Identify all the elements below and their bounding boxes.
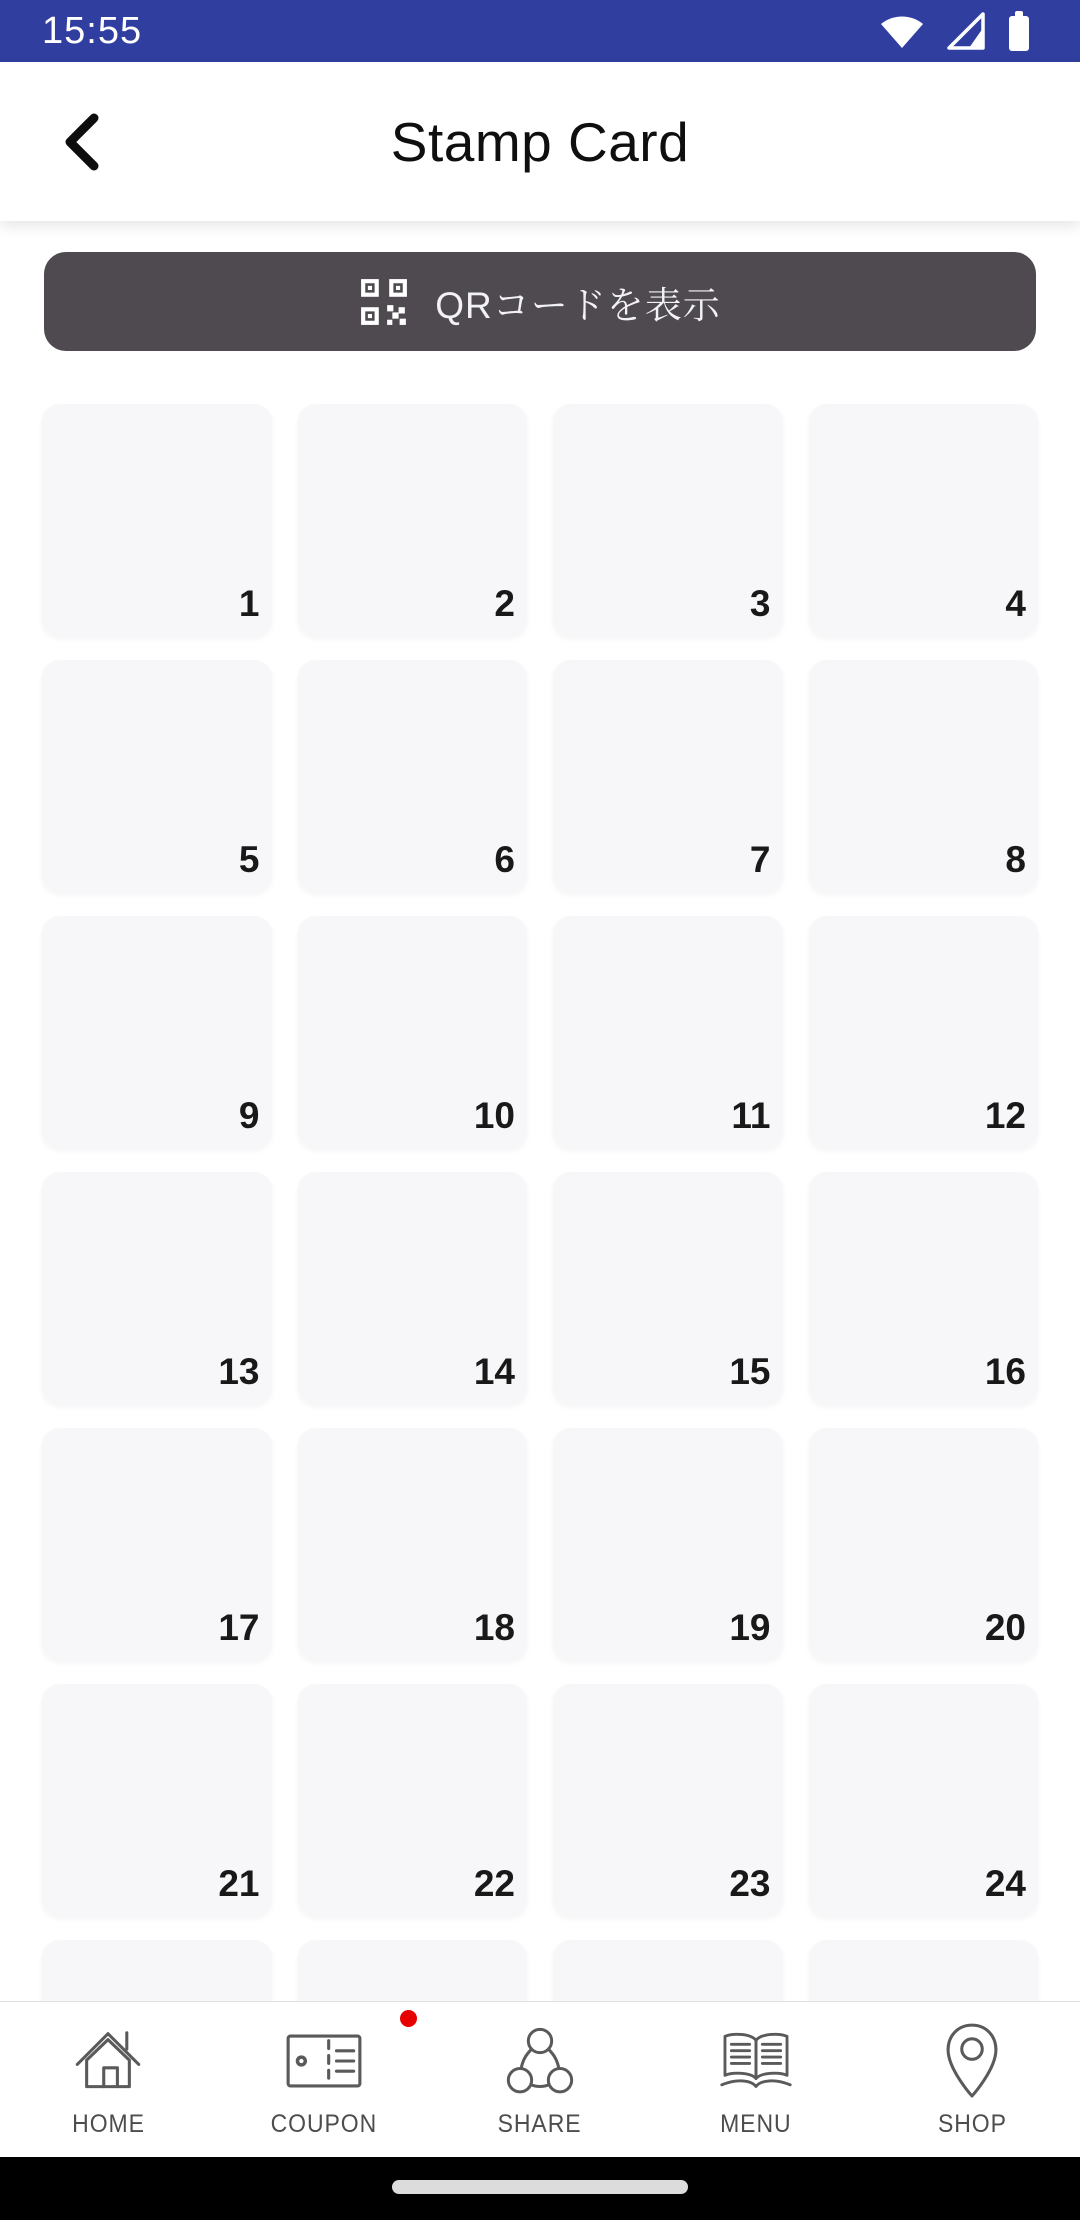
nav-label: SHARE (498, 2110, 582, 2138)
stamp-number: 23 (729, 1863, 771, 1904)
stamp-cell (298, 916, 528, 1148)
stamp-cell (809, 1940, 1039, 2001)
stamp-cell (298, 1684, 528, 1916)
stamp-cell (553, 1684, 783, 1916)
stamp-cell (809, 660, 1039, 892)
stamp-cell (553, 404, 783, 636)
nav-item-share[interactable] (432, 2002, 648, 2157)
stamp-cell (298, 660, 528, 892)
stamp-cell (809, 1428, 1039, 1660)
notification-badge (400, 2010, 417, 2027)
stamp-cell (42, 1428, 272, 1660)
ticket-icon (285, 2026, 363, 2096)
stamp-cell (42, 660, 272, 892)
qr-code-icon (359, 277, 409, 327)
page-title: Stamp Card (390, 110, 690, 173)
stamp-cell (553, 660, 783, 892)
stamp-number: 4 (1005, 583, 1026, 624)
stamp-number: 11 (731, 1095, 771, 1136)
battery-icon (1004, 7, 1034, 55)
status-icons (876, 7, 1034, 55)
map-pin-icon (941, 2026, 1003, 2096)
stamp-number: 16 (984, 1351, 1026, 1392)
stamp-cell (42, 1940, 272, 2001)
stamp-cell (42, 404, 272, 636)
home-icon (67, 2026, 149, 2096)
stamp-number: 15 (729, 1351, 771, 1392)
stamp-number: 20 (984, 1607, 1026, 1648)
nav-label: MENU (720, 2110, 792, 2138)
stamp-number: 17 (218, 1607, 260, 1648)
show-qr-code-button[interactable] (44, 252, 1036, 351)
stamp-cell (809, 1172, 1039, 1404)
stamp-cell (298, 1940, 528, 2001)
nav-label: SHOP (937, 2110, 1007, 2138)
header (0, 62, 1080, 221)
cell-signal-icon (942, 7, 990, 55)
stamp-number: 6 (494, 839, 515, 880)
stamp-number: 12 (984, 1095, 1026, 1136)
stamp-number: 9 (238, 1095, 260, 1136)
stamp-cell (809, 1684, 1039, 1916)
stamp-number: 24 (984, 1863, 1026, 1904)
stamp-cell (553, 1172, 783, 1404)
wifi-icon (876, 7, 928, 55)
stamp-cell (42, 1172, 272, 1404)
status-bar (0, 0, 1080, 62)
stamp-cell (298, 1172, 528, 1404)
bottom-nav (0, 2001, 1080, 2157)
stamp-number: 7 (749, 839, 771, 880)
nav-label: HOME (71, 2110, 145, 2138)
show-qr-code-label: QRコードを表示 (435, 284, 721, 326)
stamp-grid (42, 404, 1038, 2001)
stamp-number: 14 (473, 1351, 515, 1392)
stamp-number: 1 (238, 583, 260, 624)
stamp-cell (42, 916, 272, 1148)
nav-item-coupon[interactable] (216, 2002, 432, 2157)
stamp-number: 5 (238, 839, 260, 880)
stamp-scroll-area[interactable] (0, 221, 1080, 2001)
share-icon (500, 2026, 580, 2096)
status-time: 15:55 (42, 9, 143, 52)
stamp-cell (42, 1684, 272, 1916)
stamp-cell (809, 916, 1039, 1148)
nav-item-menu[interactable] (648, 2002, 864, 2157)
stamp-number: 13 (218, 1351, 260, 1392)
stamp-number: 8 (1005, 839, 1026, 880)
stamp-number: 18 (473, 1607, 515, 1648)
home-gesture-handle[interactable] (392, 2180, 688, 2194)
nav-item-shop[interactable] (864, 2002, 1080, 2157)
stamp-cell (553, 1940, 783, 2001)
stamp-number: 2 (494, 583, 515, 624)
stamp-number: 10 (473, 1095, 515, 1136)
stamp-number: 3 (749, 583, 771, 624)
stamp-number: 21 (218, 1863, 260, 1904)
nav-label: COUPON (270, 2110, 378, 2138)
stamp-cell (809, 404, 1039, 636)
stamp-cell (553, 1428, 783, 1660)
stamp-cell (298, 404, 528, 636)
gesture-area (0, 2156, 1080, 2220)
stamp-number: 19 (729, 1607, 771, 1648)
stamp-cell (298, 1428, 528, 1660)
nav-item-home[interactable] (0, 2002, 216, 2157)
stamp-cell (553, 916, 783, 1148)
stamp-number: 22 (473, 1863, 515, 1904)
book-icon (716, 2026, 796, 2096)
